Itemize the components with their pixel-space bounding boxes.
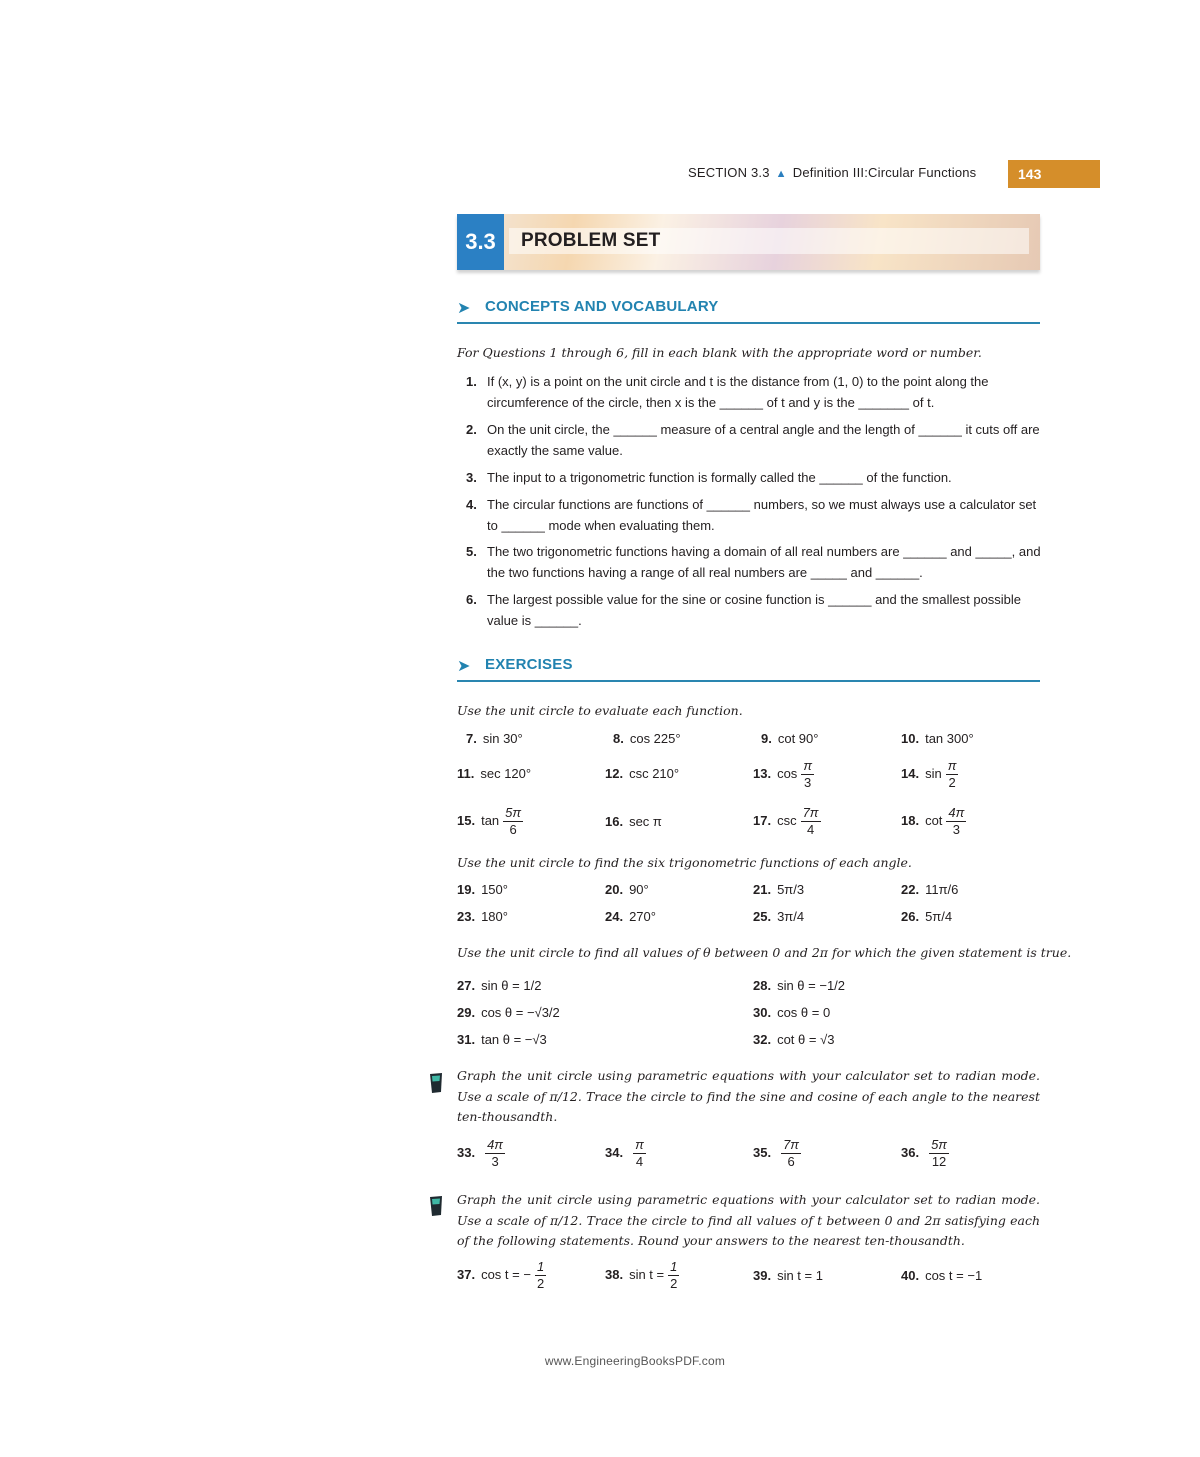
fraction	[535, 1259, 546, 1292]
exercise-26	[901, 908, 952, 926]
exercise-number: 10.	[901, 731, 920, 746]
exercise-text: 180°	[481, 909, 508, 924]
exercise-23	[457, 908, 508, 926]
exercise-number: 15.	[457, 812, 476, 828]
exercise-text: sin θ = −1/2	[777, 978, 846, 993]
denominator: 2	[948, 775, 956, 790]
exercise-instruction-2: Use the unit circle to find the six trigonometric functions of each angle.	[457, 855, 912, 870]
concepts-heading	[457, 298, 1040, 324]
page-number: 143	[1008, 160, 1100, 188]
fraction	[801, 758, 814, 791]
question-5	[466, 541, 1041, 580]
function-name: tan	[481, 812, 500, 828]
exercise-text: cos 225°	[629, 731, 681, 746]
exercise-text: sin θ = 1/2	[481, 978, 542, 993]
exercise-text: 270°	[629, 909, 656, 924]
exercise-16	[605, 813, 662, 831]
exercise-34	[605, 1137, 646, 1170]
fraction	[668, 1259, 679, 1292]
denominator: 3	[491, 1154, 499, 1169]
exercise-17	[753, 805, 821, 838]
exercises-heading-text: EXERCISES	[485, 656, 573, 673]
exercise-instruction-3: Use the unit circle to find all values of θ between 0 and 2π for which the given statement is true.	[457, 945, 1072, 960]
exercise-text: sin t = 1	[777, 1268, 823, 1283]
fraction	[633, 1137, 646, 1170]
exercise-number: 36.	[901, 1144, 920, 1160]
exercise-number: 37.	[457, 1266, 476, 1282]
exercise-number: 26.	[901, 909, 920, 924]
exercise-number: 33.	[457, 1144, 476, 1160]
question-text: The input to a trigonometric function is formally called the ______ of the function.	[487, 470, 952, 485]
denominator: 4	[806, 822, 815, 837]
exercise-37	[457, 1259, 546, 1292]
exercise-number: 35.	[753, 1144, 772, 1160]
exercise-number: 32.	[753, 1032, 772, 1047]
exercise-number: 9.	[761, 731, 772, 746]
arrow-right-icon: ➤	[457, 658, 471, 675]
question-number: 1.	[466, 374, 477, 389]
exercise-number: 29.	[457, 1005, 476, 1020]
exercise-text: sec π	[629, 814, 662, 829]
exercise-number: 11.	[457, 766, 475, 781]
concepts-heading-text: CONCEPTS AND VOCABULARY	[485, 298, 719, 315]
fraction	[929, 1137, 949, 1170]
exercise-number: 40.	[901, 1268, 920, 1283]
exercise-text: csc 210°	[629, 766, 680, 781]
exercise-text: 5π/4	[925, 909, 953, 924]
arrow-right-icon: ➤	[457, 300, 471, 317]
exercise-number: 12.	[605, 766, 624, 781]
exercise-number: 23.	[457, 909, 476, 924]
exercise-number: 21.	[753, 882, 772, 897]
exercise-number: 38.	[605, 1266, 624, 1282]
numerator: 7π	[783, 1137, 800, 1152]
numerator: 5π	[931, 1137, 948, 1152]
exercise-instruction-1: Use the unit circle to evaluate each function.	[457, 703, 743, 718]
function-name: sin	[925, 765, 942, 781]
question-number: 2.	[466, 422, 477, 437]
question-number: 4.	[466, 497, 477, 512]
exercise-number: 31.	[457, 1032, 476, 1047]
exercise-number: 14.	[901, 765, 920, 781]
exercise-number: 7.	[466, 731, 477, 746]
header-section: SECTION 3.3	[688, 165, 770, 180]
fraction	[503, 805, 523, 838]
exercise-22	[901, 881, 958, 899]
exercise-instruction-4: Graph the unit circle using parametric equations with your calculator set to radian mode. Use a scale of π/12. Trace the circle to find the sine and cosine of each angle to the nearest ten-thousandth.	[457, 1068, 1040, 1124]
footer-watermark: www.EngineeringBooksPDF.com	[544, 1354, 726, 1368]
denominator: 3	[952, 822, 961, 837]
exercise-8	[613, 730, 681, 748]
exercise-38	[605, 1259, 679, 1292]
denominator: 12	[931, 1154, 947, 1169]
fraction	[946, 805, 966, 838]
exercise-number: 24.	[605, 909, 624, 924]
denominator: 3	[804, 775, 812, 790]
exercise-11	[457, 765, 531, 783]
exercise-28	[753, 977, 845, 995]
exercise-text: sec 120°	[480, 766, 532, 781]
exercise-40	[901, 1267, 982, 1285]
exercise-text: tan θ = −√3	[481, 1032, 547, 1047]
exercise-35	[753, 1137, 801, 1170]
exercise-39	[753, 1267, 823, 1285]
exercise-number: 17.	[753, 812, 772, 828]
exercise-29	[457, 1004, 560, 1022]
exercise-number: 16.	[605, 814, 624, 829]
exercise-27	[457, 977, 541, 995]
concepts-instruction: For Questions 1 through 6, fill in each blank with the appropriate word or number.	[457, 345, 982, 360]
header-title: Definition III:Circular Functions	[792, 165, 977, 180]
header-text	[688, 165, 976, 180]
denominator: 2	[670, 1276, 678, 1291]
exercise-text: 5π/3	[777, 882, 805, 897]
question-6	[466, 589, 1041, 628]
calculator-icon	[428, 1072, 444, 1094]
problem-set-banner	[457, 214, 1040, 270]
denominator: 6	[787, 1154, 795, 1169]
exercise-25	[753, 908, 804, 926]
exercise-21	[753, 881, 804, 899]
exercise-19	[457, 881, 508, 899]
question-number: 5.	[466, 544, 477, 559]
exercise-text: 150°	[481, 882, 508, 897]
exercise-33	[457, 1137, 505, 1170]
exercise-instruction-5: Graph the unit circle using parametric equations with your calculator set to radian mode. Use a scale of π/12. Trace the circle to find all values of t between 0 and 2π satisfying each of the following statements. Round your answers to the nearest ten-thousandth.	[457, 1192, 1040, 1248]
question-number: 3.	[466, 470, 477, 485]
exercise-13	[753, 758, 814, 791]
exercise-text: cos θ = 0	[777, 1005, 831, 1020]
exercise-14	[901, 758, 958, 791]
denominator: 6	[509, 822, 517, 837]
denominator: 4	[635, 1154, 644, 1169]
exercise-number: 22.	[901, 882, 920, 897]
exercise-text: 90°	[629, 882, 649, 897]
exercise-30	[753, 1004, 830, 1022]
exercise-number: 25.	[753, 909, 772, 924]
numerator: 7π	[802, 805, 819, 820]
exercise-text: cos t = −	[481, 1266, 531, 1282]
triangle-icon: ▲	[775, 168, 787, 180]
question-text: The largest possible value for the sine or cosine function is ______ and the smallest possible value is ______.	[487, 592, 1022, 628]
numerator: 4π	[948, 805, 965, 820]
exercise-18	[901, 805, 966, 838]
exercise-24	[605, 908, 656, 926]
numerator: π	[947, 758, 957, 773]
exercise-15	[457, 805, 523, 838]
numerator: 1	[670, 1259, 678, 1274]
section-number-badge: 3.3	[457, 214, 504, 270]
question-text: The two trigonometric functions having a domain of all real numbers are ______ and _____, and the two functions having a range of all real numbers are _____ and ______.	[487, 544, 1041, 580]
fraction	[801, 805, 821, 838]
question-2	[466, 419, 1041, 458]
exercise-36	[901, 1137, 949, 1170]
function-name: cos	[777, 765, 798, 781]
function-name: cot	[925, 812, 943, 828]
function-name: csc	[777, 812, 797, 828]
question-text: On the unit circle, the ______ measure of a central angle and the length of ______ it cuts off are exactly the same value.	[487, 422, 1040, 458]
question-3	[466, 467, 1041, 488]
fraction	[946, 758, 959, 791]
exercise-text: cot 90°	[777, 731, 819, 746]
exercise-number: 20.	[605, 882, 624, 897]
exercise-7	[466, 730, 523, 748]
exercise-text: 3π/4	[777, 909, 805, 924]
calculator-icon	[428, 1195, 444, 1217]
numerator: π	[635, 1137, 644, 1152]
exercise-number: 13.	[753, 765, 772, 781]
exercise-number: 28.	[753, 978, 772, 993]
exercise-9	[761, 730, 818, 748]
exercise-text: cot θ = √3	[777, 1032, 835, 1047]
exercise-20	[605, 881, 649, 899]
exercise-number: 34.	[605, 1144, 624, 1160]
exercise-12	[605, 765, 679, 783]
exercise-number: 18.	[901, 812, 920, 828]
exercise-text: cos t = −1	[925, 1268, 983, 1283]
exercise-text: tan 300°	[925, 731, 974, 746]
exercise-32	[753, 1031, 834, 1049]
exercise-number: 8.	[613, 731, 624, 746]
exercise-text: cos θ = −√3/2	[481, 1005, 560, 1020]
question-4	[466, 494, 1041, 533]
numerator: 1	[536, 1259, 545, 1274]
question-number: 6.	[466, 592, 477, 607]
fraction	[485, 1137, 505, 1170]
banner-title: PROBLEM SET	[521, 230, 661, 251]
exercise-number: 30.	[753, 1005, 772, 1020]
exercise-number: 39.	[753, 1268, 772, 1283]
exercise-10	[901, 730, 974, 748]
exercise-number: 19.	[457, 882, 476, 897]
exercise-number: 27.	[457, 978, 476, 993]
numerator: 4π	[487, 1137, 504, 1152]
exercise-text: sin 30°	[482, 731, 523, 746]
question-text: If (x, y) is a point on the unit circle and t is the distance from (1, 0) to the point along the circumference of the circle, then x is the ______ of t and y is the _______ of t.	[487, 374, 989, 410]
fraction	[781, 1137, 801, 1170]
numerator: 5π	[505, 805, 522, 820]
denominator: 2	[536, 1276, 545, 1291]
numerator: π	[803, 758, 813, 773]
exercise-text: 11π/6	[925, 882, 959, 897]
running-header	[688, 163, 1100, 187]
question-1	[466, 371, 1041, 410]
exercise-31	[457, 1031, 547, 1049]
exercises-heading	[457, 656, 1040, 682]
exercise-text: sin t =	[629, 1266, 665, 1282]
question-text: The circular functions are functions of ______ numbers, so we must always use a calculator set to ______ mode when evaluating them.	[487, 497, 1037, 533]
